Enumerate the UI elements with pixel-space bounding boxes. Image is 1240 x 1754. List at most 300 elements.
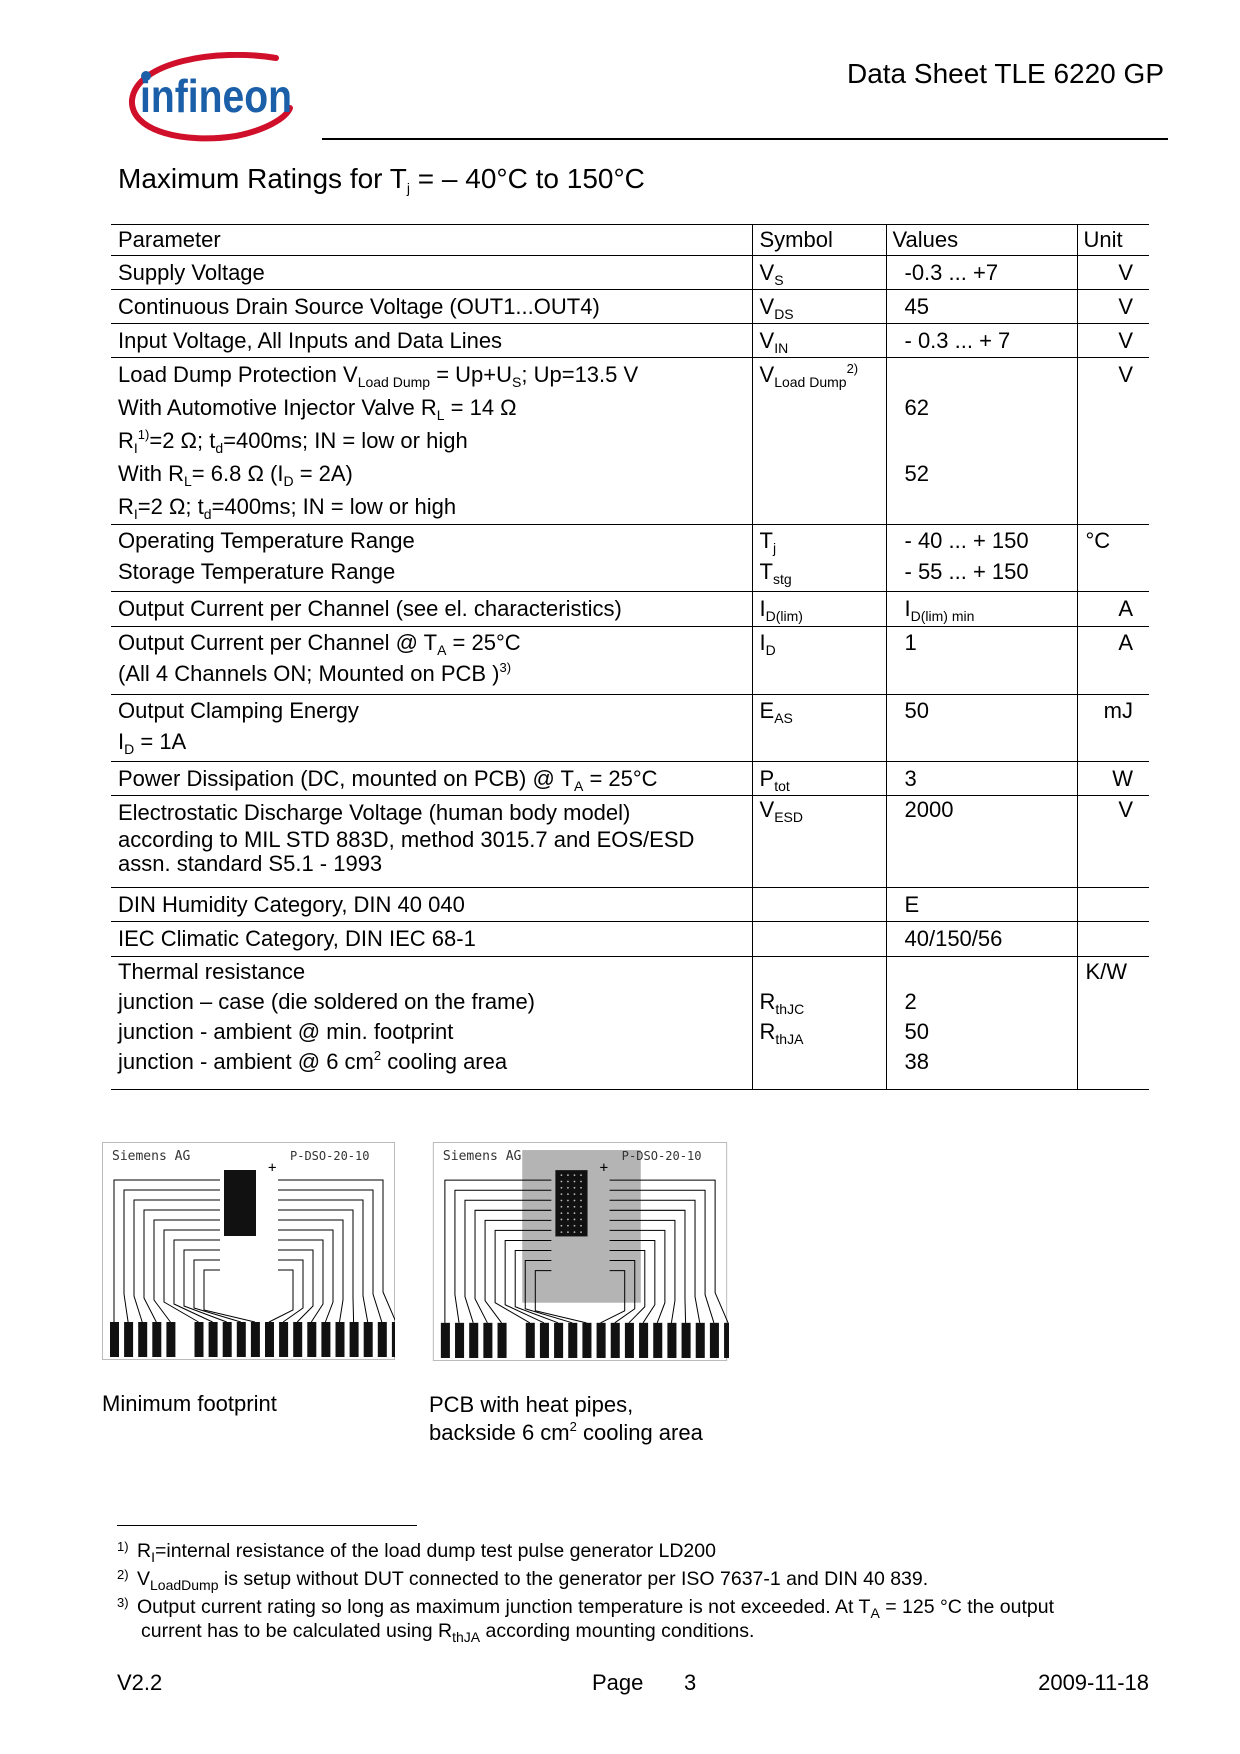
unit-cell: V <box>1077 324 1149 358</box>
solder-pad <box>710 1323 719 1358</box>
solder-pad <box>279 1322 288 1357</box>
subscript: IN <box>774 340 789 356</box>
text-run: 52 <box>904 461 929 486</box>
heat-pipe-via <box>567 1231 569 1233</box>
text-run: -0.3 ... +7 <box>904 260 999 285</box>
subscript: LoadDump <box>150 1577 219 1593</box>
footer-page-number: 3 <box>684 1670 697 1695</box>
solder-pad <box>625 1323 634 1358</box>
unit-cell: V <box>1077 256 1149 290</box>
text-run: = 125 °C the output <box>879 1596 1054 1618</box>
text-run: Electrostatic Discharge Voltage (human body model) <box>118 800 631 825</box>
table-row <box>111 922 1149 957</box>
parameter-cell-line <box>118 762 752 795</box>
unit-cell: V <box>1077 796 1149 888</box>
heat-pipe-via <box>567 1181 569 1183</box>
header-values: Values <box>886 225 1077 256</box>
parameter-cell-line <box>118 424 752 457</box>
parameter-cell-line <box>118 627 752 658</box>
heat-pipe-via <box>574 1206 576 1208</box>
value-cell <box>886 922 1077 957</box>
heat-pipe-via <box>567 1200 569 1202</box>
heat-pipe-via <box>561 1212 563 1214</box>
solder-pad <box>639 1323 648 1358</box>
heat-pipe-via <box>574 1231 576 1233</box>
solder-pad <box>682 1323 691 1358</box>
text-run: =400ms; IN = low or high <box>223 428 468 453</box>
footnote-rule <box>117 1525 417 1526</box>
value-cell-line <box>905 391 1077 424</box>
parameter-cell-line <box>118 1047 752 1077</box>
symbol-cell <box>752 957 886 1090</box>
solder-pad <box>498 1323 507 1358</box>
table-row <box>111 888 1149 922</box>
heat-pipe-via <box>567 1187 569 1189</box>
parameter-cell <box>111 592 752 627</box>
text-run: ; Up=13.5 V <box>521 362 639 387</box>
solder-pad <box>251 1322 260 1357</box>
parameter-cell-line <box>118 695 752 726</box>
text-run: With Automotive Injector Valve R <box>118 395 437 420</box>
superscript: 3) <box>499 660 512 675</box>
text-run: 50 <box>904 698 929 723</box>
table-row <box>111 358 1149 525</box>
pin1-marker: + <box>268 1160 277 1176</box>
parameter-cell <box>111 324 752 358</box>
footnote-marker: 2) <box>117 1567 129 1582</box>
text-run: Output current rating so long as maximum junction temperature is not exceeded. At T <box>137 1596 871 1618</box>
text-run: = 6.8 Ω (I <box>191 461 284 486</box>
text-run: =2 Ω; t <box>149 428 216 453</box>
heat-pipe-via <box>580 1181 582 1183</box>
text-run: - 0.3 ... + 7 <box>904 328 1011 353</box>
subscript: L <box>184 473 192 489</box>
solder-pad <box>364 1322 373 1357</box>
text-run: IEC Climatic Category, DIN IEC 68-1 <box>118 926 476 951</box>
text-run: = Up+U <box>430 362 513 387</box>
text-run: V <box>759 362 775 387</box>
value-cell <box>886 592 1077 627</box>
parameter-cell-line <box>118 1017 752 1047</box>
heat-pipe-via <box>574 1200 576 1202</box>
text-run: junction – case (die soldered on the frame) <box>118 989 536 1014</box>
solder-pad <box>293 1322 302 1357</box>
text-run: V <box>759 797 775 822</box>
parameter-cell <box>111 358 752 525</box>
solder-pad <box>124 1322 133 1357</box>
parameter-cell-line <box>118 853 752 875</box>
text-run: according mounting conditions. <box>480 1620 755 1642</box>
header-rule <box>322 138 1168 140</box>
value-cell <box>886 796 1077 888</box>
heat-pipe-via <box>567 1193 569 1195</box>
parameter-cell-line <box>118 391 752 424</box>
parameter-cell-line <box>118 592 752 625</box>
parameter-cell <box>111 290 752 324</box>
parameter-cell-line <box>118 826 752 853</box>
heat-pipe-via <box>567 1225 569 1227</box>
text-run: = 2A) <box>293 461 353 486</box>
table-row <box>111 290 1149 324</box>
solder-pad <box>336 1322 345 1357</box>
text-run: =2 Ω; t <box>137 494 204 519</box>
value-cell <box>886 695 1077 762</box>
parameter-cell <box>111 888 752 922</box>
solder-pad <box>441 1323 450 1358</box>
heat-pipe-caption <box>429 1391 703 1447</box>
heat-pipe-via <box>574 1187 576 1189</box>
subscript: A <box>573 778 584 794</box>
unit-cell: °C <box>1077 525 1149 592</box>
symbol-cell <box>752 695 886 762</box>
solder-pad <box>152 1322 161 1357</box>
subscript: thJC <box>775 1001 805 1017</box>
parameter-cell-line <box>118 290 752 323</box>
text-run: R <box>118 494 134 519</box>
solder-pad <box>554 1323 563 1358</box>
subscript: ESD <box>774 809 803 825</box>
heat-pipe-via <box>580 1200 582 1202</box>
table-row <box>111 324 1149 358</box>
value-cell-line <box>905 1047 1077 1077</box>
symbol-cell <box>752 290 886 324</box>
parameter-cell-line <box>118 658 752 689</box>
subscript: L <box>436 407 445 423</box>
value-cell-line <box>905 695 1077 726</box>
parameter-cell-line <box>118 324 752 357</box>
table-row <box>111 695 1149 762</box>
solder-pad <box>321 1322 330 1357</box>
heat-pipe-via <box>574 1219 576 1221</box>
subscript: d <box>215 440 224 456</box>
symbol-cell-line <box>760 256 886 289</box>
symbol-cell <box>752 525 886 592</box>
solder-pad <box>350 1322 359 1357</box>
heat-caption-line-1: PCB with heat pipes, <box>429 1392 634 1417</box>
text-run: 1 <box>904 630 917 655</box>
text-run: - 55 ... + 150 <box>904 559 1029 584</box>
text-run: Thermal resistance <box>118 959 306 984</box>
value-cell <box>886 627 1077 695</box>
subscript: I <box>133 440 138 456</box>
superscript: 1) <box>137 427 150 442</box>
subscript: thJA <box>452 1629 481 1645</box>
heat-pipe-via <box>561 1193 563 1195</box>
text-run: Output Current per Channel (see el. characteristics) <box>118 596 622 621</box>
text-run: Operating Temperature Range <box>118 528 415 553</box>
heat-pipe-via <box>574 1181 576 1183</box>
text-run: R <box>118 428 134 453</box>
solder-pad <box>653 1323 662 1358</box>
solder-pad <box>611 1323 620 1358</box>
heat-pipe-via <box>567 1206 569 1208</box>
value-cell-line <box>905 592 1077 625</box>
symbol-cell <box>752 922 886 957</box>
symbol-cell <box>752 796 886 888</box>
text-run: 62 <box>904 395 929 420</box>
table-row <box>111 957 1149 1090</box>
heat-pipe-via <box>561 1225 563 1227</box>
heat-pipe-via <box>561 1200 563 1202</box>
text-run: cooling area <box>381 1049 508 1074</box>
section-title <box>118 163 645 195</box>
subscript: I <box>151 1549 155 1565</box>
subscript: Load Dump <box>357 374 431 390</box>
solder-pad <box>469 1323 478 1358</box>
value-cell <box>886 358 1077 525</box>
table-header-row <box>111 225 1149 256</box>
parameter-cell-line <box>118 358 752 391</box>
table-row <box>111 256 1149 290</box>
text-run: backside 6 cm <box>429 1420 570 1445</box>
subscript: j <box>772 540 777 556</box>
value-cell <box>886 957 1077 1090</box>
header-symbol: Symbol <box>752 225 886 256</box>
unit-cell: A <box>1077 592 1149 627</box>
subscript: thJA <box>775 1031 804 1047</box>
footnote <box>117 1563 1054 1591</box>
parameter-cell <box>111 256 752 290</box>
superscript: 2 <box>569 1419 577 1434</box>
solder-pad <box>265 1322 274 1357</box>
solder-pad <box>110 1322 119 1357</box>
text-run: 45 <box>904 294 929 319</box>
heat-pipe-via <box>561 1219 563 1221</box>
text-run: With R <box>118 461 184 486</box>
text-run: I <box>904 596 911 621</box>
footer-version: V2.2 <box>117 1670 163 1695</box>
text-run: T <box>759 559 773 584</box>
unit-cell <box>1077 922 1149 957</box>
subscript: stg <box>772 571 792 587</box>
text-run: 38 <box>904 1049 929 1074</box>
parameter-cell <box>111 922 752 957</box>
heat-pipe-via <box>574 1174 576 1176</box>
solder-pad <box>209 1322 218 1357</box>
document-title: Data Sheet TLE 6220 GP <box>846 58 1164 89</box>
value-cell-line <box>905 627 1077 658</box>
board-label: Siemens AG <box>112 1149 191 1164</box>
symbol-cell-line <box>760 525 886 556</box>
parameter-cell-line <box>118 490 752 523</box>
footer-date: 2009-11-18 <box>1038 1670 1149 1695</box>
heat-pipe-via <box>580 1219 582 1221</box>
solder-pad <box>582 1323 591 1358</box>
subscript: A <box>437 642 447 658</box>
table-row <box>111 627 1149 695</box>
chip-package <box>224 1170 256 1236</box>
text-run: assn. standard S5.1 - 1993 <box>118 851 383 876</box>
text-run: =400ms; IN = low or high <box>211 494 457 519</box>
parameter-cell-line <box>118 987 752 1017</box>
text-run: Load Dump Protection V <box>118 362 358 387</box>
table-row <box>111 592 1149 627</box>
value-cell <box>886 888 1077 922</box>
symbol-cell <box>752 762 886 796</box>
subscript: D <box>765 642 776 658</box>
text-run: R <box>137 1540 152 1562</box>
unit-cell: A <box>1077 627 1149 695</box>
minimum-footprint-pcb-figure <box>102 1142 395 1360</box>
footnote-continuation <box>117 1619 1054 1643</box>
value-cell <box>886 290 1077 324</box>
value-cell-line <box>905 762 1077 795</box>
text-run: = – 40°C to 150°C <box>410 163 645 194</box>
solder-pad <box>667 1323 676 1358</box>
heat-pipe-via <box>580 1231 582 1233</box>
pin1-marker: + <box>599 1160 609 1177</box>
text-run: T <box>759 528 773 553</box>
parameter-cell <box>111 796 752 888</box>
symbol-cell-line <box>760 592 886 625</box>
text-run: junction - ambient @ min. footprint <box>118 1019 454 1044</box>
table-row <box>111 762 1149 796</box>
footnotes <box>117 1535 1054 1643</box>
chip-package <box>555 1170 587 1236</box>
solder-pad <box>392 1322 395 1357</box>
infineon-logo <box>126 52 326 144</box>
symbol-cell <box>752 888 886 922</box>
heat-pipe-via <box>561 1174 563 1176</box>
symbol-cell-line <box>760 796 886 823</box>
parameter-cell-line <box>118 457 752 490</box>
value-cell-line <box>905 556 1077 587</box>
solder-pad <box>455 1323 464 1358</box>
text-run: = 25°C <box>446 630 521 655</box>
text-run: Supply Voltage <box>118 260 265 285</box>
maximum-ratings-table <box>111 224 1149 1090</box>
solder-pad <box>237 1322 246 1357</box>
parameter-cell-line <box>118 556 752 587</box>
symbol-cell <box>752 324 886 358</box>
parameter-cell-line <box>118 256 752 289</box>
text-run: = 25°C <box>583 766 658 791</box>
value-cell-line <box>905 457 1077 490</box>
heat-pipe-via <box>580 1206 582 1208</box>
text-run: 40/150/56 <box>904 926 1003 951</box>
value-cell-line <box>905 290 1077 323</box>
solder-pad <box>138 1322 147 1357</box>
parameter-cell-line <box>118 726 752 757</box>
text-run: V <box>759 260 775 285</box>
value-cell-line <box>905 922 1077 955</box>
header-unit: Unit <box>1077 225 1149 256</box>
solder-pad <box>483 1323 492 1358</box>
heat-pipe-via <box>567 1219 569 1221</box>
heat-pipe-via <box>580 1225 582 1227</box>
solder-pad <box>540 1323 549 1358</box>
solder-pad <box>568 1323 577 1358</box>
parameter-cell-line <box>118 922 752 955</box>
text-run: Storage Temperature Range <box>118 559 396 584</box>
heat-pipe-via <box>580 1212 582 1214</box>
symbol-cell-line <box>760 627 886 658</box>
text-run: 3 <box>904 766 917 791</box>
heat-caption-line-2 <box>429 1419 703 1447</box>
symbol-cell-line <box>760 1017 886 1047</box>
subscript: D(lim) <box>765 608 803 624</box>
subscript: D <box>124 741 135 757</box>
heat-pipe-via <box>561 1206 563 1208</box>
solder-pad <box>195 1322 204 1357</box>
parameter-cell <box>111 762 752 796</box>
subscript: Load Dump <box>774 374 847 390</box>
parameter-cell-line <box>118 525 752 556</box>
heat-pipe-via <box>580 1174 582 1176</box>
solder-pad <box>526 1323 535 1358</box>
heat-pipe-via <box>574 1225 576 1227</box>
text-run: cooling area <box>576 1420 703 1445</box>
heat-pipe-via <box>561 1187 563 1189</box>
superscript: 2 <box>373 1048 382 1063</box>
solder-pad <box>696 1323 705 1358</box>
subscript: AS <box>774 710 793 726</box>
text-run: E <box>904 892 920 917</box>
solder-pad <box>307 1322 316 1357</box>
symbol-cell <box>752 627 886 695</box>
subscript: I <box>133 506 138 522</box>
footnote-marker: 1) <box>117 1539 129 1554</box>
heat-pipe-via <box>561 1231 563 1233</box>
parameter-cell <box>111 957 752 1090</box>
heat-pipe-via <box>580 1193 582 1195</box>
footnote <box>117 1535 1054 1563</box>
unit-cell: K/W <box>1077 957 1149 1090</box>
unit-cell: mJ <box>1077 695 1149 762</box>
unit-cell: V <box>1077 290 1149 324</box>
superscript: 2) <box>846 361 859 376</box>
unit-cell: W <box>1077 762 1149 796</box>
text-run: (All 4 Channels ON; Mounted on PCB ) <box>118 661 500 686</box>
symbol-cell-line <box>760 695 886 726</box>
footer-page-label: Page <box>592 1670 644 1695</box>
value-cell <box>886 762 1077 796</box>
text-run: R <box>759 1019 776 1044</box>
subscript: j <box>406 180 411 196</box>
value-cell-line <box>905 796 1077 823</box>
subscript: DS <box>774 306 794 322</box>
symbol-cell-line <box>760 358 886 391</box>
text-run: I <box>759 630 766 655</box>
text-run: I <box>759 596 766 621</box>
symbol-cell <box>752 256 886 290</box>
heat-pipe-via <box>567 1212 569 1214</box>
footnote-marker: 3) <box>117 1595 129 1610</box>
subscript: D(lim) min <box>910 608 975 624</box>
value-cell-line <box>905 256 1077 289</box>
solder-pad <box>166 1322 175 1357</box>
symbol-cell <box>752 592 886 627</box>
text-run: is setup without DUT connected to the generator per ISO 7637-1 and DIN 40 839. <box>218 1568 929 1590</box>
text-run: 50 <box>904 1019 929 1044</box>
symbol-cell-line <box>760 957 886 987</box>
unit-cell: V <box>1077 358 1149 525</box>
text-run: 2000 <box>904 797 954 822</box>
symbol-cell-line <box>760 290 886 323</box>
svg-text:infineon: infineon <box>140 70 292 122</box>
package-label: P-DSO-20-10 <box>621 1149 702 1164</box>
parameter-cell <box>111 627 752 695</box>
symbol-cell-line <box>760 556 886 587</box>
text-run: Output Current per Channel @ T <box>118 630 438 655</box>
text-run: V <box>137 1568 151 1590</box>
symbol-cell-line <box>760 987 886 1017</box>
text-run: - 40 ... + 150 <box>904 528 1029 553</box>
solder-pad <box>378 1322 387 1357</box>
value-cell-line <box>905 358 1077 391</box>
text-run: Maximum Ratings for T <box>118 163 407 194</box>
symbol-cell-line <box>760 762 886 795</box>
